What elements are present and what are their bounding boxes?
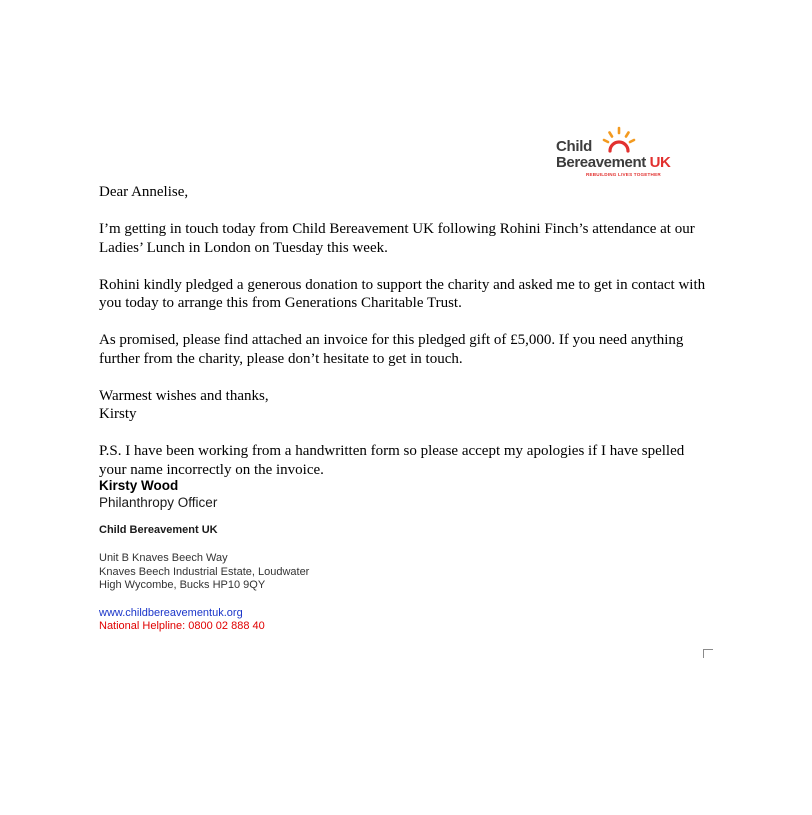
paragraph-1: I’m getting in touch today from Child Bereavement UK following Rohini Finch’s attendance at our Ladies’ Lunch in London on Tuesday this week. [99, 221, 695, 256]
charity-logo [556, 127, 681, 179]
text-boundary-mark [703, 649, 713, 658]
logo-text-bereavement-main: Bereavement [556, 154, 646, 171]
logo-tagline: REBUILDING LIVES TOGETHER [586, 172, 661, 177]
address-line-3: High Wycombe, Bucks HP10 9QY [99, 579, 266, 591]
signature-name: Kirsty Wood [99, 478, 179, 493]
salutation: Dear Annelise, [99, 184, 189, 200]
address-line-1: Unit B Knaves Beech Way [99, 552, 228, 564]
signature-organisation: Child Bereavement UK [99, 524, 218, 536]
logo-text-uk: UK [649, 154, 671, 171]
letter-body [99, 183, 709, 479]
postscript: P.S. I have been working from a handwritten form so please accept my apologies if I have spelled your name incorrectly on the invoice. [99, 443, 685, 478]
sun-icon [598, 125, 638, 155]
paragraph-3: As promised, please find attached an invoice for this pledged gift of £5,000. If you need anything further from the charity, please don’t hesitate to get in touch. [99, 332, 684, 367]
signature-title: Philanthropy Officer [99, 495, 218, 510]
helpline-text: National Helpline: 0800 02 888 40 [99, 620, 265, 632]
logo-text-child: Child [556, 138, 592, 155]
closing: Warmest wishes and thanks, [99, 387, 269, 404]
closing-name: Kirsty [99, 406, 137, 422]
logo-text-bereavement [556, 155, 670, 171]
address-line-2: Knaves Beech Industrial Estate, Loudwater [99, 566, 310, 578]
website-link[interactable]: www.childbereavementuk.org [99, 607, 243, 619]
paragraph-2: Rohini kindly pledged a generous donation to support the charity and asked me to get in contact with you today to arrange this from Generations Charitable Trust. [99, 276, 706, 311]
